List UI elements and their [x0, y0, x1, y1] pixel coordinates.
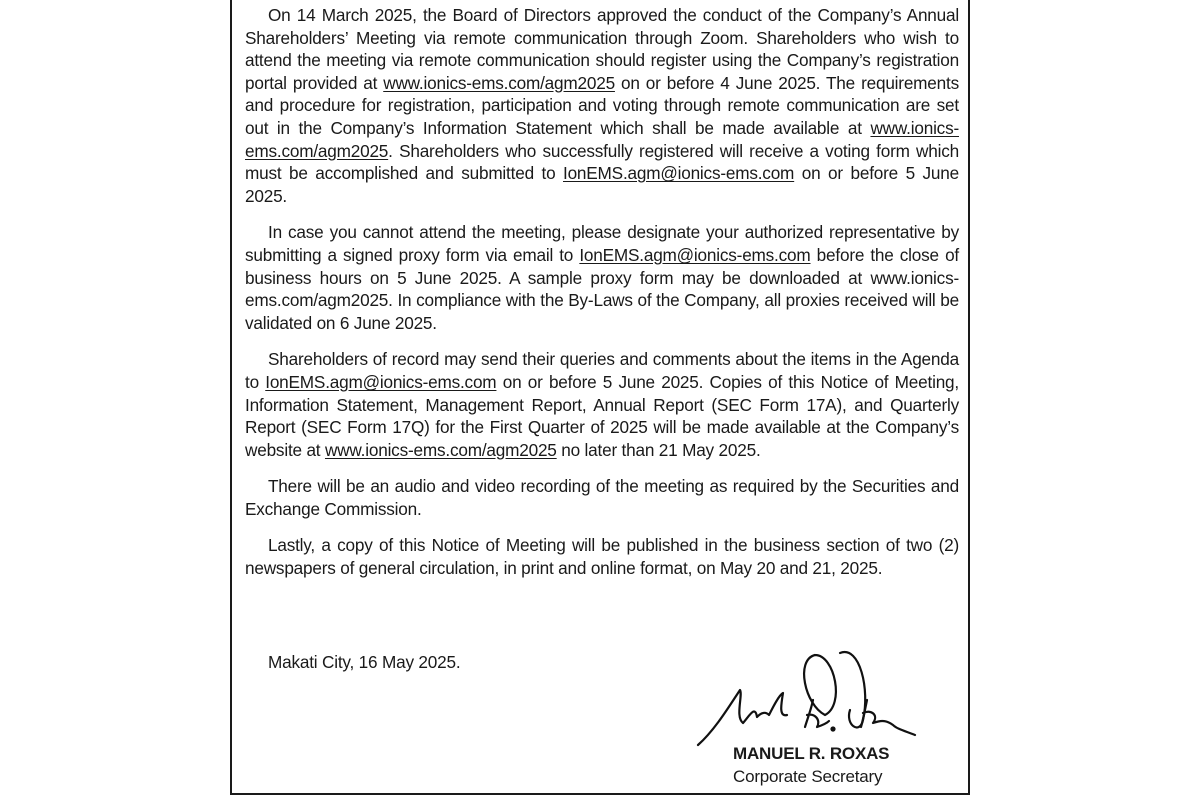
email-link[interactable]: IonEMS.agm@ionics-ems.com — [579, 244, 811, 265]
notice-body — [245, 4, 959, 594]
notice-paragraph — [245, 475, 959, 520]
paragraph-text: on or before 5 June 2025. — [245, 163, 959, 206]
paragraph-text: . Shareholders who successfully registered will receive a voting form which must be accomplished and submitted to — [245, 140, 959, 184]
website-link[interactable]: www.ionics-ems.com/agm2025 — [383, 72, 615, 93]
website-link[interactable]: www.ionics-ems.com/agm2025 — [245, 117, 959, 161]
signatory-name: MANUEL R. ROXAS — [733, 744, 890, 763]
website-link[interactable]: www.ionics-ems.com/agm2025 — [324, 439, 557, 460]
paragraph-text: Lastly, a copy of this Notice of Meeting will be published in the business section of two (2) newspapers of general circulation, in print and online format, on May 20 and 21, 2025. — [245, 535, 959, 579]
notice-paragraph — [245, 4, 959, 207]
paragraph-text: On 14 March 2025, the Board of Directors approved the conduct of the Company’s Annual Shareholders’ Meeting via remote communication through Zoom. Shareholders who wish to attend the meeting via remote communication should register using the Company’s registration portal provided at — [245, 5, 959, 93]
paragraph-text: There will be an audio and video recording of the meeting as required by the Securities and Exchange Commission. — [245, 476, 959, 519]
paragraph-text: before the close of business hours on 5 June 2025. A sample proxy form may be downloaded at www.ionics-ems.com/agm2025. In compliance with the By-Laws of the Company, all proxies received will be validated on 6 June 2025. — [245, 244, 959, 333]
paragraph-text: on or before 4 June 2025. The requirements and procedure for registration, participation and voting through remote communication are set out in the Company’s Information Statement which shall be made available at — [245, 72, 959, 138]
paragraph-text: no later than 21 May 2025. — [556, 439, 761, 460]
notice-paragraph — [245, 221, 959, 334]
notice-paragraph — [245, 348, 959, 461]
signatory-title: Corporate Secretary — [733, 767, 883, 786]
email-link[interactable]: IonEMS.agm@ionics-ems.com — [265, 371, 497, 392]
email-link[interactable]: IonEMS.agm@ionics-ems.com — [563, 163, 795, 184]
paragraph-text: on or before 5 June 2025. Copies of this Notice of Meeting, Information Statement, Management Report, Annual Report (SEC Form 17A), and Quarterly Report (SEC Form 17Q) for the First Quarter of 2025 will be made available at the Company’s website at — [245, 371, 959, 460]
paragraph-text: In case you cannot attend the meeting, please designate your authorized representative by submitting a signed proxy form via email to — [245, 222, 959, 265]
notice-paragraph — [245, 534, 959, 579]
paragraph-text: Shareholders of record may send their queries and comments about the items in the Agenda to — [245, 349, 959, 392]
place-date: Makati City, 16 May 2025. — [268, 652, 461, 672]
signature-image — [695, 645, 935, 755]
